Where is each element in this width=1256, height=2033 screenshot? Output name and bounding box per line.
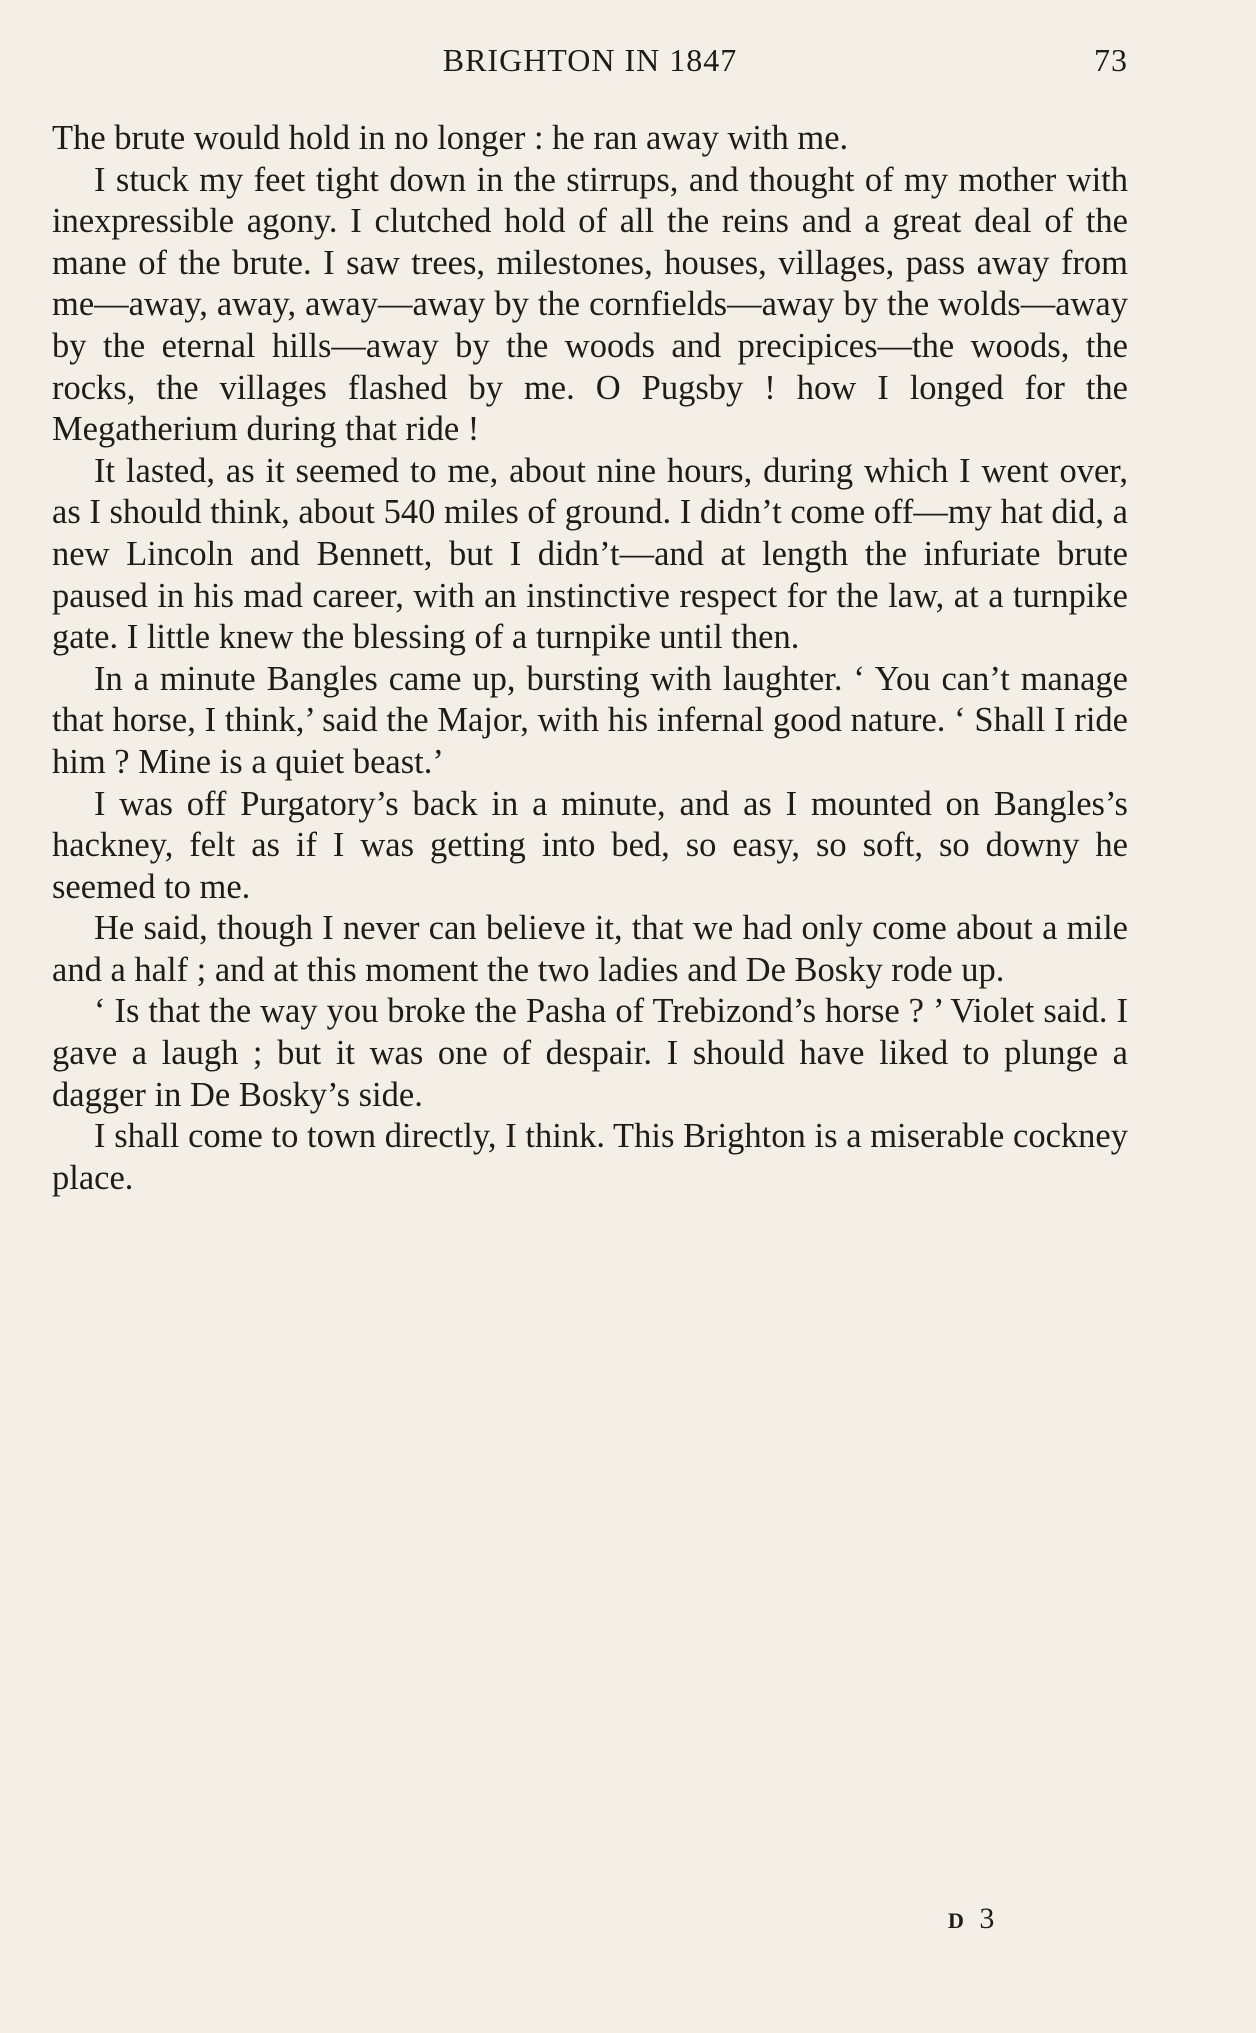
paragraph: In a minute Bangles came up, bursting with laughter. ‘ You can’t manage that horse, I think,’ said the Major, with his infernal good nature. ‘ Shall I ride him ? Mine is a quiet beast.’: [52, 659, 1128, 781]
page-number: 73: [1094, 42, 1128, 78]
paragraph: It lasted, as it seemed to me, about nine hours, during which I went over, as I should think, about 540 miles of ground. I didn’t come off—my hat did, a new Lincoln and Bennett, but I didn’t—and at length the infuriate brute paused in his mad career, with an instinctive respect for the law, at a turnpike gate. I little knew the blessing of a turnpike until then.: [52, 451, 1128, 657]
paragraph: The brute would hold in no longer : he ran away with me.: [52, 119, 849, 157]
signature-number: 3: [979, 1902, 999, 1935]
paragraph: I shall come to town directly, I think. This Brighton is a miserable cockney place.: [52, 1117, 1128, 1197]
body-text: [52, 118, 1128, 1199]
paragraph: He said, though I never can believe it, that we had only come about a mile and a half ; and at this moment the two ladies and De Bosky rode up.: [52, 909, 1128, 989]
paragraph: I was off Purgatory’s back in a minute, and as I mounted on Bangles’s hackney, felt as if I was getting into bed, so easy, so soft, so downy he seemed to me.: [52, 784, 1128, 906]
signature-letter: D: [948, 1908, 968, 1933]
paragraph: I stuck my feet tight down in the stirrups, and thought of my mother with inexpressible agony. I clutched hold of all the reins and a great deal of the mane of the brute. I saw trees, milestones, houses, villages, pass away from me—away, away, away—away by the cornfields—away by the wolds—away by the eternal hills—away by the woods and precipices—the woods, the rocks, the villages flashed by me. O Pugsby ! how I longed for the Megatherium during that ride !: [52, 160, 1128, 449]
running-title: BRIGHTON IN 1847: [442, 42, 738, 78]
signature-mark: [948, 1902, 998, 1936]
paragraph: ‘ Is that the way you broke the Pasha of Trebizond’s horse ? ’ Violet said. I gave a laugh ; but it was one of despair. I should have liked to plunge a dagger in De Bosky’s side.: [52, 992, 1128, 1114]
running-head: [52, 42, 1128, 86]
